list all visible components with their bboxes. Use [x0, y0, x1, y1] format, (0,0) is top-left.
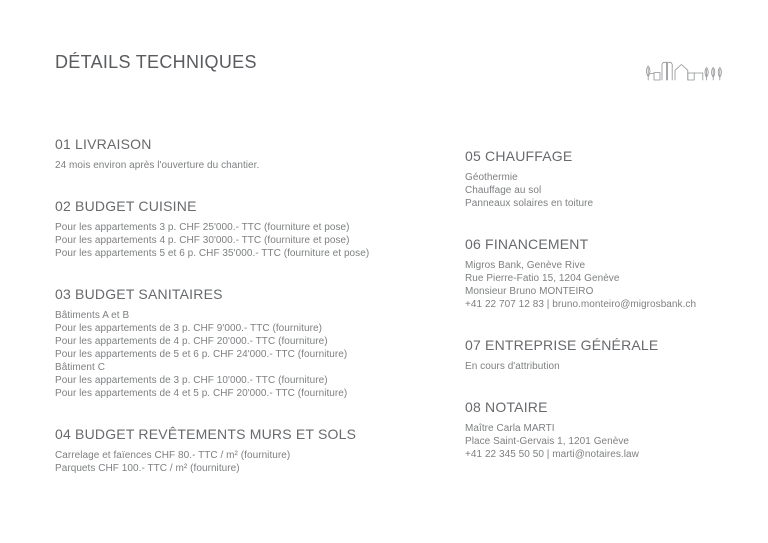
village-skyline-logo-icon — [644, 56, 724, 84]
section-line: 24 mois environ après l'ouverture du chantier. — [55, 160, 260, 171]
section — [55, 136, 450, 172]
right-column — [465, 148, 755, 487]
section — [55, 426, 450, 475]
section-heading: 07 ENTREPRISE GÉNÉRALE — [465, 337, 659, 353]
section-heading: 04 BUDGET REVÊTEMENTS MURS ET SOLS — [55, 426, 357, 442]
section — [465, 148, 755, 210]
section-line: Pour les appartements 3 p. CHF 25'000.- TTC (fourniture et pose) — [55, 222, 350, 233]
section — [465, 399, 755, 461]
left-column — [55, 136, 450, 501]
section-line: Pour les appartements de 3 p. CHF 10'000.- TTC (fourniture) — [55, 375, 328, 386]
section-line: Rue Pierre-Fatio 15, 1204 Genève — [465, 273, 620, 284]
section — [55, 286, 450, 400]
section-line: +41 22 345 50 50 | marti@notaires.law — [465, 449, 639, 460]
section-line: Géothermie — [465, 172, 518, 183]
section-line: Carrelage et faïences CHF 80.- TTC / m² (fourniture) — [55, 450, 291, 461]
section-line: Maître Carla MARTI — [465, 423, 555, 434]
section-line: Pour les appartements de 4 p. CHF 20'000.- TTC (fourniture) — [55, 336, 328, 347]
section — [55, 198, 450, 260]
section-line: En cours d'attribution — [465, 361, 560, 372]
section-heading: 08 NOTAIRE — [465, 399, 548, 415]
section-line: Place Saint-Gervais 1, 1201 Genève — [465, 436, 630, 447]
section-heading: 01 LIVRAISON — [55, 136, 152, 152]
section-line: Parquets CHF 100.- TTC / m² (fourniture) — [55, 463, 240, 474]
section-line: Pour les appartements 5 et 6 p. CHF 35'000.- TTC (fourniture et pose) — [55, 248, 370, 259]
section — [465, 236, 755, 311]
section-line: Chauffage au sol — [465, 185, 542, 196]
section-line: Pour les appartements de 3 p. CHF 9'000.- TTC (fourniture) — [55, 323, 322, 334]
section-line: Migros Bank, Genève Rive — [465, 260, 586, 271]
section-heading: 06 FINANCEMENT — [465, 236, 589, 252]
section-heading: 02 BUDGET CUISINE — [55, 198, 197, 214]
section-line: Pour les appartements 4 p. CHF 30'000.- TTC (fourniture et pose) — [55, 235, 350, 246]
section-heading: 05 CHAUFFAGE — [465, 148, 573, 164]
section-line: Monsieur Bruno MONTEIRO — [465, 286, 594, 297]
page-title: DÉTAILS TECHNIQUES — [55, 52, 257, 72]
section-line: Pour les appartements de 5 et 6 p. CHF 24'000.- TTC (fourniture) — [55, 349, 348, 360]
section-line: +41 22 707 12 83 | bruno.monteiro@migrosbank.ch — [465, 299, 697, 310]
section-line: Pour les appartements de 4 et 5 p. CHF 20'000.- TTC (fourniture) — [55, 388, 348, 399]
section — [465, 337, 755, 373]
section-line: Bâtiment C — [55, 362, 105, 373]
section-line: Bâtiments A et B — [55, 310, 130, 321]
section-line: Panneaux solaires en toiture — [465, 198, 594, 209]
section-heading: 03 BUDGET SANITAIRES — [55, 286, 223, 302]
